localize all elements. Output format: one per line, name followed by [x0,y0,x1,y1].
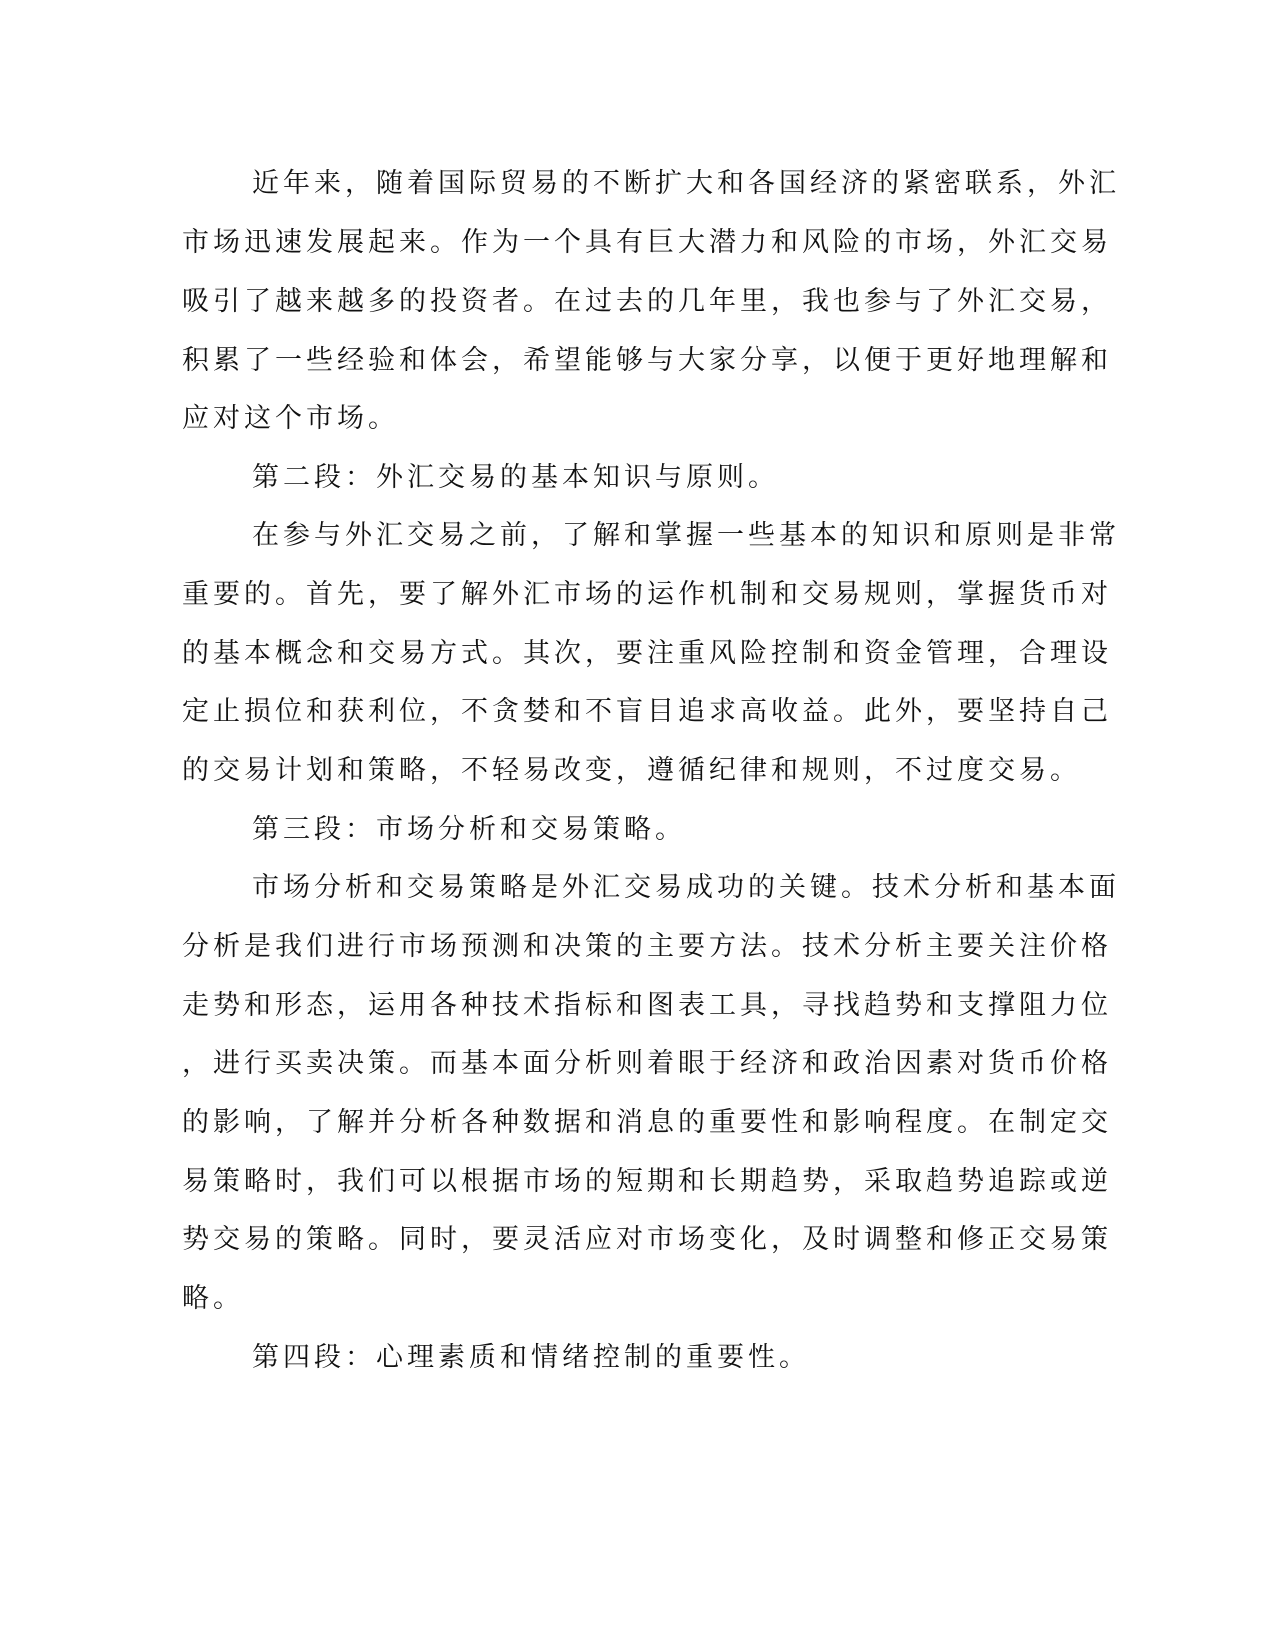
text-line: 的交易计划和策略，不轻易改变，遵循纪律和规则，不过度交易。 [182,755,1081,786]
text-line: 略。 [182,1283,244,1314]
text-line: 在参与外汇交易之前，了解和掌握一些基本的知识和原则是非常 [252,520,1120,551]
text-line: 重要的。首先，要了解外汇市场的运作机制和交易规则，掌握货币对 [182,579,1112,610]
text-line: 市场迅速发展起来。作为一个具有巨大潜力和风险的市场，外汇交易 [182,227,1112,258]
text-line: 积累了一些经验和体会，希望能够与大家分享，以便于更好地理解和 [182,345,1112,376]
text-line: 的基本概念和交易方式。其次，要注重风险控制和资金管理，合理设 [182,638,1112,669]
section-heading-3: 第三段：市场分析和交易策略。 [252,814,686,845]
text-line: 定止损位和获利位，不贪婪和不盲目追求高收益。此外，要坚持自己 [182,696,1112,727]
text-line: 走势和形态，运用各种技术指标和图表工具，寻找趋势和支撑阻力位 [182,990,1112,1021]
text-line: ，进行买卖决策。而基本面分析则着眼于经济和政治因素对货币价格 [182,1048,1112,1079]
section-heading-4: 第四段：心理素质和情绪控制的重要性。 [252,1342,810,1373]
text-line: 市场分析和交易策略是外汇交易成功的关键。技术分析和基本面 [252,872,1120,903]
text-line: 势交易的策略。同时，要灵活应对市场变化，及时调整和修正交易策 [182,1224,1112,1255]
text-line: 应对这个市场。 [182,403,399,434]
text-line: 吸引了越来越多的投资者。在过去的几年里，我也参与了外汇交易， [182,286,1112,317]
text-line: 分析是我们进行市场预测和决策的主要方法。技术分析主要关注价格 [182,931,1112,962]
text-line: 近年来，随着国际贸易的不断扩大和各国经济的紧密联系，外汇 [252,168,1120,199]
text-line: 易策略时，我们可以根据市场的短期和长期趋势，采取趋势追踪或逆 [182,1166,1112,1197]
text-line: 的影响，了解并分析各种数据和消息的重要性和影响程度。在制定交 [182,1107,1112,1138]
section-heading-2: 第二段：外汇交易的基本知识与原则。 [252,462,779,493]
